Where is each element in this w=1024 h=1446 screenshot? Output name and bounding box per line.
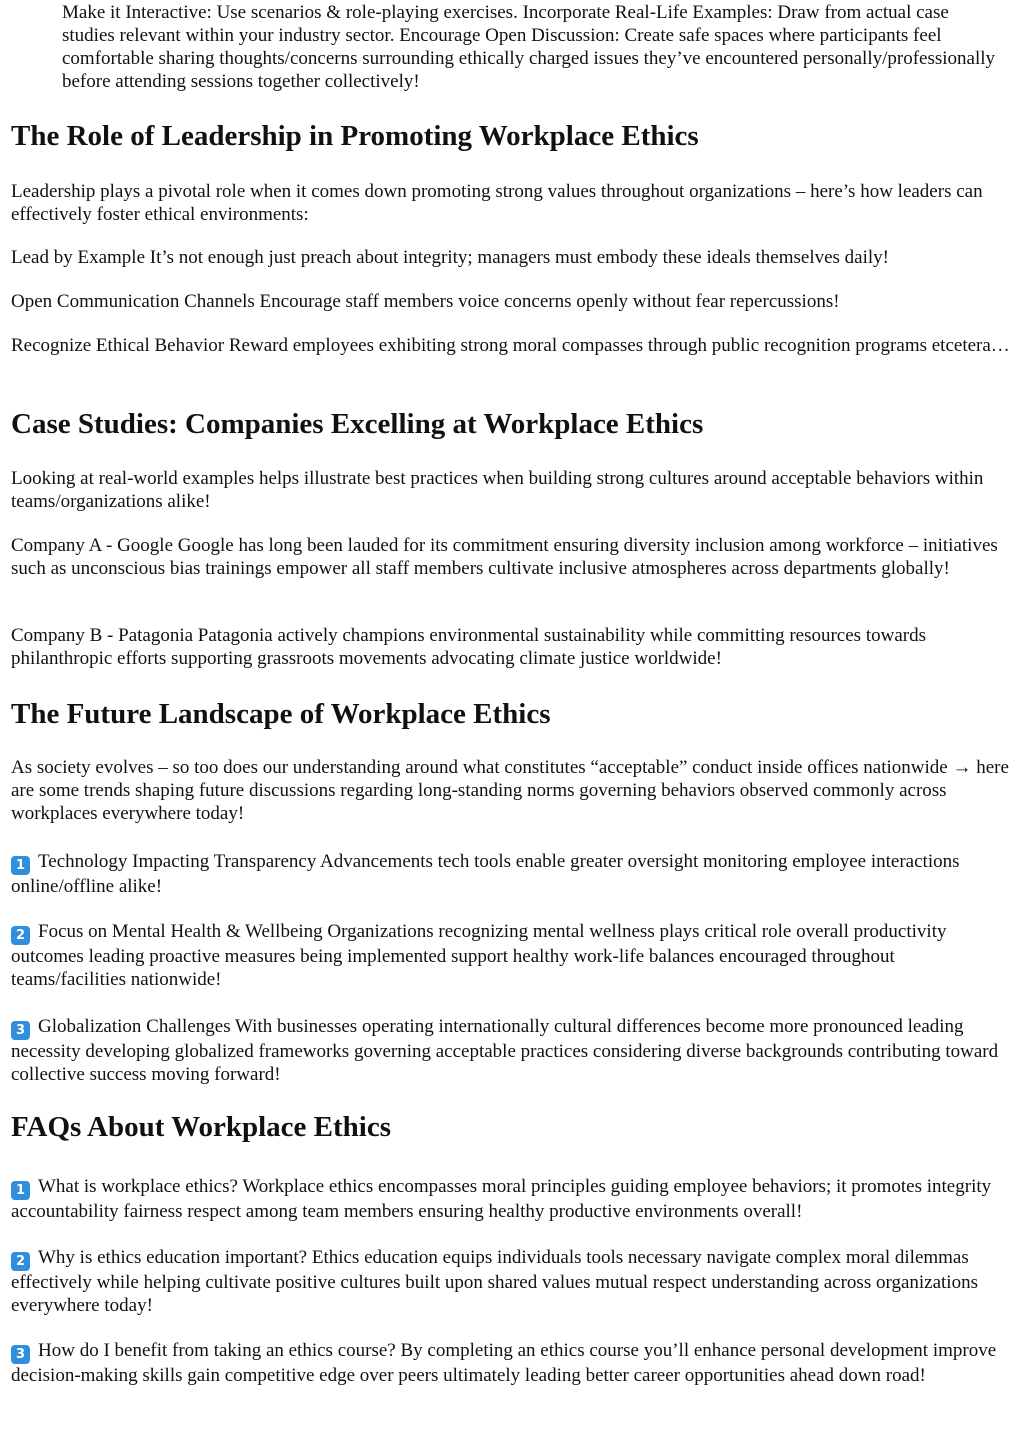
faq-item: [11, 1339, 1014, 1387]
faqs-heading: FAQs About Workplace Ethics: [11, 1111, 392, 1143]
future-item-text: Focus on Mental Health & Wellbeing Organizations recognizing mental wellness plays critical role overall productivity outcomes leading proactive measures being implemented support healthy work-life balances encouraged throughout teams/facilities nationwide!: [11, 921, 947, 990]
faq-item-text: What is workplace ethics? Workplace ethics encompasses moral principles guiding employee behaviors; it promotes integrity accountability fairness respect among team members ensuring healthy productive environments overall!: [11, 1176, 992, 1222]
leadership-item: Open Communication Channels Encourage staff members voice concerns openly without fear repercussions!: [11, 291, 840, 312]
case-studies-heading: Case Studies: Companies Excelling at Workplace Ethics: [11, 408, 704, 440]
case-study-item: Company A - Google Google has long been lauded for its commitment ensuring diversity inclusion among workforce – initiatives such as unconscious bias trainings empower all staff members cultivate inclusive atmospheres across departments globally!: [11, 535, 998, 579]
future-item: [11, 920, 1014, 991]
leadership-item: Recognize Ethical Behavior Reward employees exhibiting strong moral compasses through public recognition programs etcetera…: [11, 335, 1010, 356]
keycap-number-icon: 2: [11, 1252, 30, 1271]
keycap-number-icon: 1: [11, 856, 30, 875]
future-item-text: Technology Impacting Transparency Advancements tech tools enable greater oversight monitoring employee interactions online/offline alike!: [11, 851, 960, 897]
case-studies-intro: Looking at real-world examples helps illustrate best practices when building strong cultures around acceptable behaviors within teams/organizations alike!: [11, 468, 984, 512]
future-heading: The Future Landscape of Workplace Ethics: [11, 698, 551, 730]
faq-item-text: Why is ethics education important? Ethics education equips individuals tools necessary navigate complex moral dilemmas effectively while helping cultivate positive cultures built upon shared values mutual respect understanding across organizations everywhere today!: [11, 1247, 978, 1316]
keycap-number-icon: 1: [11, 1181, 30, 1200]
future-item: [11, 1015, 1014, 1086]
leadership-intro: Leadership plays a pivotal role when it comes down promoting strong values throughout organizations – here’s how leaders can effectively foster ethical environments:: [11, 181, 983, 225]
case-study-item: Company B - Patagonia Patagonia actively champions environmental sustainability while committing resources towards philanthropic efforts supporting grassroots movements advocating climate justice worldwide!: [11, 625, 926, 669]
future-intro: As society evolves – so too does our understanding around what constitutes “acceptable” conduct inside offices nationwide → here are some trends shaping future discussions regarding long-standing norms governing behaviors observed commonly across workplaces everywhere today!: [11, 757, 1009, 824]
intro-paragraph: Make it Interactive: Use scenarios & role-playing exercises. Incorporate Real-Life Examples: Draw from actual case studies relevant within your industry sector. Encourage Open Discussion: Create safe spaces where participants feel comfortable sharing thoughts/concerns surrounding ethically charged issues they’ve encountered personally/professionally before attending sessions together collectively!: [62, 2, 996, 92]
faq-item: [11, 1175, 1014, 1223]
keycap-number-icon: 3: [11, 1345, 30, 1364]
faq-item: [11, 1246, 1014, 1317]
future-item-text: Globalization Challenges With businesses operating internationally cultural differences become more pronounced leading necessity developing globalized frameworks governing acceptable practices considering diverse backgrounds contributing toward collective success moving forward!: [11, 1016, 999, 1085]
faq-item-text: How do I benefit from taking an ethics course? By completing an ethics course you’ll enhance personal development improve decision-making skills gain competitive edge over peers ultimately leading better career opportunities ahead down road!: [11, 1340, 997, 1386]
leadership-item: Lead by Example It’s not enough just preach about integrity; managers must embody these ideals themselves daily!: [11, 247, 889, 268]
leadership-heading: The Role of Leadership in Promoting Workplace Ethics: [11, 120, 699, 152]
keycap-number-icon: 2: [11, 926, 30, 945]
future-item: [11, 850, 1014, 898]
keycap-number-icon: 3: [11, 1021, 30, 1040]
